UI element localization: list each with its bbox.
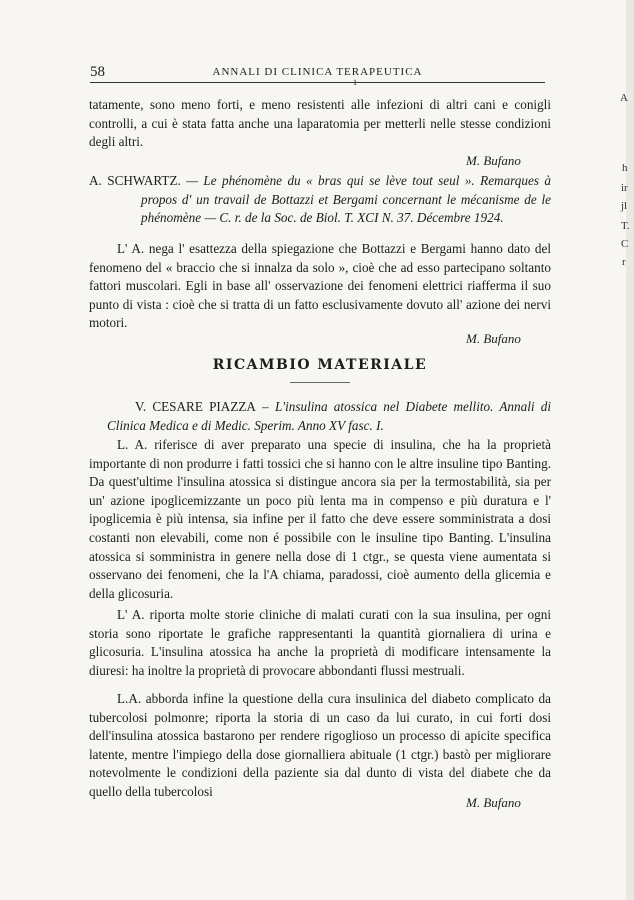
margin-mark-1: A — [620, 92, 628, 104]
page-edge-shadow — [626, 0, 634, 900]
reference-schwartz — [89, 172, 551, 228]
paragraph-4: L' A. riporta molte storie cliniche di malati curati con la sua insulina, per ogni storia sono riportate le grafiche rappresentanti la quantità giornaliera di urina e glicosuria. L'insulina atossica ha anche la proprietà di modificare intensamente la diuresi: ha inoltre la proprietà di provocare abbondanti flussi mestruali. — [89, 607, 551, 678]
signature-2: M. Bufano — [466, 331, 521, 346]
reference-author: V. CESARE PIAZZA — [135, 399, 256, 414]
paragraph-3-block — [89, 436, 551, 603]
running-header — [90, 64, 545, 87]
journal-title: ANNALI DI CLINICA TERAPEUTICA — [212, 66, 423, 78]
intro-paragraph-block — [89, 96, 551, 152]
reference-author: A. SCHWARTZ. — [89, 173, 181, 188]
paragraph-4-block — [89, 606, 551, 680]
reference-text: – L'insulina atossica nel Diabete mellito. Annali di Clinica Medica e di Medic. Sperim. Anno XV fasc. I. — [107, 399, 551, 433]
margin-mark-6: C — [621, 238, 629, 250]
section-title: RICAMBIO MATERIALE — [212, 357, 428, 373]
paragraph-2: L' A. nega l' esattezza della spiegazione che Bottazzi e Bergami hanno dato del fenomeno del « braccio che si innalza da solo », cioè che ad esso partecipano soltanto fattori muscolari. Egli in base all' osservazione dei fenomeni elettrici riafferma il suo punto di vista : cioè che si tratta di un fatto esclusivamente dovuto all' azione dei nervi motori. — [89, 241, 551, 331]
section-rule — [290, 382, 350, 383]
paragraph-5-block — [89, 690, 551, 802]
signature-3: M. Bufano — [466, 795, 521, 810]
margin-mark-2: h — [622, 162, 628, 174]
margin-mark-4: jl — [621, 200, 628, 212]
paragraph-2-block — [89, 240, 551, 333]
paragraph-3: L. A. riferisce di aver preparato una specie di insulina, che ha la proprietà importante di non produrre i fatti tossici che si hanno con le altre insuline tipo Banting. Da quest'ultime l'insulina atossica si distingue ancora sia per la termostabilità, sia per un' azione ipoglicemizzante un poco più lenta ma in compenso e più duratura e l' ipoglicemia è più intensa, sia infine per il fatto che deve essere somministrata a dosi costanti non elevabili, come non é possibile con le insuline tipo Banting. L'insulina atossica si somministra in genere nella dose di 1 ctgr., se questa viene aumentata si osservano dei fenomeni, che la l'A chiama, paradossi, cioè aumento della glicemia e della glicosuria. — [89, 437, 551, 601]
margin-mark-3: ir — [621, 182, 628, 194]
reference-text: — Le phénomène du « bras qui se lève tout seul ». Remarques à propos d' un travail de Bottazzi et Bergami concernant le mécanisme de le phénomène — C. r. de la Soc. de Biol. T. XCI N. 37. Décembre 1924. — [141, 173, 551, 226]
paragraph-5: L.A. abborda infine la questione della cura insulinica del diabeto complicato da tubercolosi polmonre; riporta la storia di un caso da lui curato, in cui forti dosi dell'insulina atossica bastarono per rendere rigoglioso un processo di apicite specifica latente, mentre l'impiego della dose giornalliera abituale (1 ctgr.) bastò per migliorare notevolmente le condizioni della paziente sia dal dunto di vista del diabete che da quello della tubercolosi — [89, 691, 551, 799]
signature-1: M. Bufano — [466, 153, 521, 168]
margin-mark-7: r — [622, 256, 626, 268]
header-mark: 1 — [353, 78, 357, 87]
page-number: 58 — [90, 64, 105, 80]
intro-paragraph: tatamente, sono meno forti, e meno resistenti alle infezioni di altri cani e conigli controlli, a cui è stata fatta anche una laparatomia per metterli nelle stesse condizioni degli altri. — [89, 97, 551, 150]
reference-piazza — [89, 398, 551, 435]
margin-mark-5: T. — [621, 220, 630, 232]
